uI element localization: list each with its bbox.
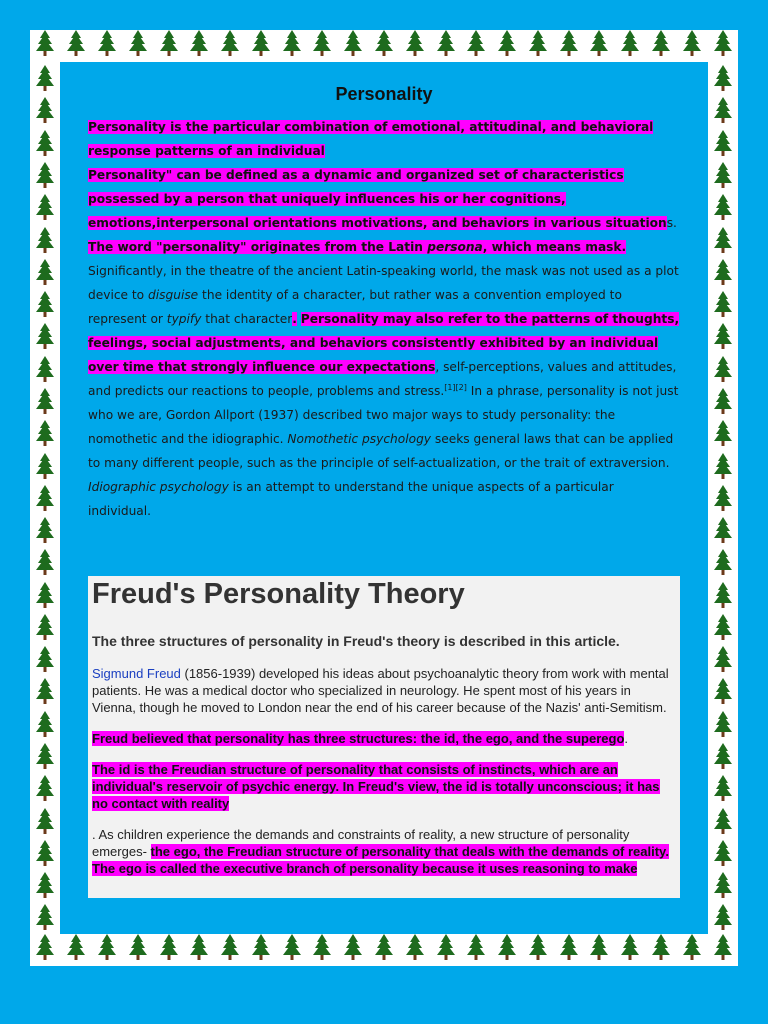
freud-paragraph-4 [92,826,676,877]
pine-tree-icon [313,934,331,960]
pine-tree-icon [375,30,393,56]
pine-tree-icon [714,934,732,960]
pine-tree-icon [221,30,239,56]
pine-tree-icon [190,934,208,960]
pine-tree-icon [714,323,732,349]
pine-tree-icon [683,30,701,56]
pine-tree-icon [714,614,732,640]
pine-tree-icon [283,934,301,960]
pine-tree-icon [498,934,516,960]
pine-tree-icon [714,194,732,220]
etymology-highlight [88,240,626,254]
pine-tree-icon [36,743,54,769]
pine-tree-icon [36,227,54,253]
pine-tree-icon [529,30,547,56]
structures-highlight: Freud believed that personality has three structures: the id, the ego, and the superego [92,731,625,746]
text-span: Significantly, in the theatre of the ancient Latin-speaking world, the mask was not used as a plot device to [88,264,679,302]
pine-tree-icon [36,678,54,704]
pine-tree-icon [36,323,54,349]
pine-tree-icon [714,453,732,479]
pine-tree-icon [714,420,732,446]
freud-paragraph-2 [92,730,676,747]
pine-tree-icon [437,934,455,960]
period-highlight: . [292,312,297,326]
pine-tree-icon [36,65,54,91]
pine-tree-icon [714,775,732,801]
freud-paragraph-1 [92,665,676,716]
text-span: the identity of a character, but rather was a convention employed to represent or [88,288,622,326]
pine-tree-icon [714,711,732,737]
pine-tree-icon [467,30,485,56]
pine-tree-icon [36,775,54,801]
definition-highlight-3: Personality may also refer to the patterns of thoughts, feelings, social adjustments, and behaviors consistently exhibited by an individual over time that strongly influence our expectations [88,312,680,374]
tree-border-top [30,30,738,62]
pine-tree-icon [36,420,54,446]
pine-tree-icon [560,30,578,56]
nomothetic-term: Nomothetic psychology [287,432,432,446]
pine-tree-icon [714,678,732,704]
pine-tree-icon [252,934,270,960]
pine-tree-icon [560,934,578,960]
pine-tree-icon [714,30,732,56]
tree-border-left [30,62,60,934]
pine-tree-icon [652,934,670,960]
pine-tree-icon [129,934,147,960]
pine-tree-icon [498,30,516,56]
pine-tree-icon [36,934,54,960]
pine-tree-icon [36,646,54,672]
text-span: . As children experience the demands and constraints of reality, a new structure of personality emerges- [92,827,630,859]
pine-tree-icon [36,356,54,382]
pine-tree-icon [129,30,147,56]
pine-tree-icon [714,162,732,188]
pine-tree-icon [375,934,393,960]
sigmund-freud-link[interactable]: Sigmund Freud [92,666,181,681]
pine-tree-icon [98,30,116,56]
citation-link[interactable]: [1][2] [444,382,467,392]
persona-term: persona [427,240,483,254]
text-span: The word "personality" originates from the Latin [88,240,428,254]
pine-tree-icon [714,549,732,575]
pine-tree-icon [98,934,116,960]
pine-tree-icon [714,356,732,382]
freud-paragraph-3 [92,761,676,812]
personality-section [88,84,680,523]
pine-tree-icon [190,30,208,56]
disguise-term: disguise [148,288,199,302]
pine-tree-icon [36,130,54,156]
pine-tree-icon [67,30,85,56]
pine-tree-icon [221,934,239,960]
pine-tree-icon [36,711,54,737]
pine-tree-icon [36,808,54,834]
pine-tree-icon [714,259,732,285]
personality-paragraph [88,115,680,523]
pine-tree-icon [406,30,424,56]
pine-tree-icon [467,934,485,960]
pine-tree-icon [714,130,732,156]
text-span: In a phrase, personality is not just who we are, Gordon Allport (1937) described two major ways to study personality: the nomothetic and the idiographic. [88,384,679,446]
pine-tree-icon [714,743,732,769]
pine-tree-icon [714,485,732,511]
freud-title: Freud's Personality Theory [92,578,465,610]
pine-tree-icon [67,934,85,960]
pine-tree-icon [714,872,732,898]
pine-tree-icon [36,162,54,188]
pine-tree-icon [621,30,639,56]
text-span: seeks general laws that can be applied to many different people, such as the principle of self-actualization, or the trait of extraversion. [88,432,674,470]
pine-tree-icon [252,30,270,56]
pine-tree-icon [36,194,54,220]
pine-tree-icon [36,549,54,575]
id-highlight: The id is the Freudian structure of personality that consists of instincts, which are an individual's reservoir of psychic energy. In Freud's view, the id is totally unconscious; it has no contact with reality [92,762,660,811]
text-span: s. [666,216,677,230]
text-span: . [624,731,629,746]
text-span: that character [201,312,293,326]
pine-tree-icon [36,582,54,608]
pine-tree-icon [36,904,54,930]
pine-tree-icon [160,934,178,960]
pine-tree-icon [36,259,54,285]
pine-tree-icon [714,904,732,930]
tree-border-bottom [30,934,738,966]
pine-tree-icon [344,934,362,960]
tree-border-right [708,62,738,934]
freud-subtitle: The three structures of personality in Freud's theory is described in this article. [92,633,620,649]
pine-tree-icon [36,291,54,317]
pine-tree-icon [36,453,54,479]
ego-highlight: the ego, the Freudian structure of personality that deals with the demands of reality. The ego is called the executive branch of personality because it uses reasoning to make [92,844,669,876]
pine-tree-icon [36,614,54,640]
pine-tree-icon [714,582,732,608]
pine-tree-icon [590,934,608,960]
pine-tree-icon [160,30,178,56]
pine-tree-icon [36,30,54,56]
pine-tree-icon [714,65,732,91]
text-span: (1856-1939) developed his ideas about psychoanalytic theory from work with mental patients. He was a medical doctor who specialized in neurology. He spent most of his years in Vienna, though he moved to London near the end of his career because of the Nazis' anti-Semitism. [92,666,669,715]
pine-tree-icon [313,30,331,56]
pine-tree-icon [714,388,732,414]
pine-tree-icon [652,30,670,56]
pine-tree-icon [36,388,54,414]
page-title: Personality [335,84,433,104]
pine-tree-icon [36,840,54,866]
pine-tree-icon [36,872,54,898]
pine-tree-icon [437,30,455,56]
pine-tree-icon [714,840,732,866]
pine-tree-icon [714,97,732,123]
pine-tree-icon [406,934,424,960]
definition-highlight-1: Personality is the particular combination of emotional, attitudinal, and behavioral response patterns of an individual [88,120,654,158]
idiographic-term: Idiographic psychology [88,480,229,494]
pine-tree-icon [590,30,608,56]
pine-tree-icon [36,517,54,543]
typify-term: typify [166,312,202,326]
pine-tree-icon [714,227,732,253]
pine-tree-icon [621,934,639,960]
freud-excerpt [88,576,680,898]
pine-tree-icon [714,517,732,543]
pine-tree-icon [36,97,54,123]
pine-tree-icon [283,30,301,56]
pine-tree-icon [714,646,732,672]
pine-tree-icon [344,30,362,56]
pine-tree-icon [683,934,701,960]
definition-highlight-2: Personality" can be defined as a dynamic and organized set of characteristics possessed by a person that uniquely influences his or her cognitions, emotions,interpersonal orientations motivations, and behaviors in various situation [88,168,667,230]
pine-tree-icon [529,934,547,960]
text-span: is an attempt to understand the unique aspects of a particular individual. [88,480,614,518]
pine-tree-icon [714,808,732,834]
pine-tree-icon [36,485,54,511]
text-span: , self-perceptions, values and attitudes, and predicts our reactions to people, problems and stress. [88,360,677,398]
pine-tree-icon [714,291,732,317]
text-span: , which means mask. [482,240,627,254]
